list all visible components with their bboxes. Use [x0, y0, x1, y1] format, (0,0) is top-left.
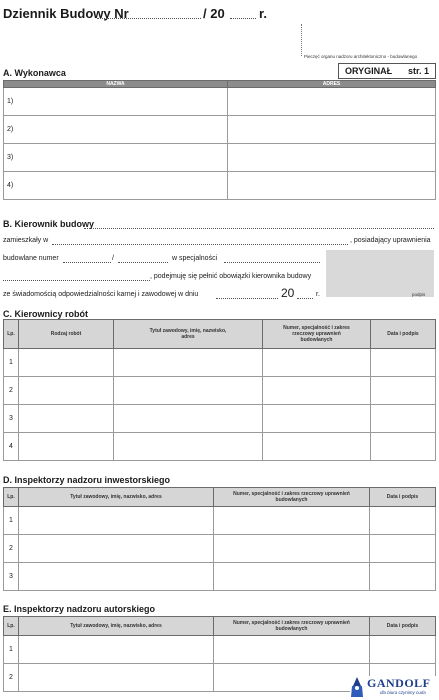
license-number-field[interactable] [63, 254, 111, 263]
address-cell[interactable] [228, 116, 436, 144]
residence-field[interactable] [52, 236, 348, 245]
table-row[interactable]: 1) [4, 88, 228, 116]
name-cell[interactable] [19, 507, 214, 535]
section-e-title: E. Inspektorzy nadzoru autorskiego [3, 604, 156, 614]
name-cell[interactable] [19, 636, 214, 664]
license-cell[interactable] [214, 507, 370, 535]
column-header: Numer, specjalność i zakres rzeczowy uprawnień budowlanych [263, 320, 371, 349]
column-header: Lp. [4, 320, 19, 349]
date-signature-cell[interactable] [370, 563, 436, 591]
date-signature-cell[interactable] [371, 377, 436, 405]
license-cell[interactable] [263, 349, 371, 377]
logo-brand: GANDOLF [367, 676, 431, 690]
table-row: 2 [4, 664, 19, 692]
investor-inspectors-table [3, 487, 436, 591]
specialty-field-cont[interactable] [3, 272, 150, 281]
page-label: str. 1 [407, 66, 429, 76]
year-prefix: 20 [281, 286, 295, 300]
specialty-field[interactable] [224, 254, 320, 263]
column-header: Numer, specjalność i zakres rzeczowy uprawnień budowlanych [214, 488, 370, 507]
column-header: Rodzaj robót [19, 320, 114, 349]
signature-caption: podpis [412, 292, 426, 297]
works-type-cell[interactable] [19, 405, 114, 433]
residence-label: zamieszkały w [3, 237, 49, 244]
date-signature-cell[interactable] [370, 636, 436, 664]
license-year-field[interactable] [118, 254, 168, 263]
date-signature-cell[interactable] [371, 433, 436, 461]
name-cell[interactable] [114, 405, 263, 433]
works-type-cell[interactable] [19, 433, 114, 461]
license-cell[interactable] [263, 405, 371, 433]
column-header: ADRES [228, 81, 436, 88]
undertake-label: , podejmuję się pełnić obowiązki kierownika budowy [150, 273, 312, 280]
stamp-caption: Pieczęć organu nadzoru architektoniczno - budowlanego [304, 54, 418, 59]
license-slash: / [112, 255, 114, 262]
license-cell[interactable] [263, 433, 371, 461]
original-badge [338, 63, 436, 79]
date-signature-cell[interactable] [371, 349, 436, 377]
column-header: Lp. [4, 488, 19, 507]
gandolf-logo [350, 676, 436, 698]
column-header: NAZWA [4, 81, 228, 88]
journal-number-field[interactable] [97, 8, 201, 19]
column-header: Data i podpis [370, 488, 436, 507]
table-row[interactable]: 3) [4, 144, 228, 172]
logo-tagline: dla biura czynimy cuda [380, 690, 426, 695]
date-signature-cell[interactable] [370, 507, 436, 535]
name-cell[interactable] [114, 377, 263, 405]
holding-label: , posiadający uprawnienia [350, 237, 431, 244]
specialty-label: w specjalności [172, 255, 218, 262]
table-row: 2 [4, 535, 19, 563]
table-row: 1 [4, 507, 19, 535]
license-cell[interactable] [214, 563, 370, 591]
works-type-cell[interactable] [19, 377, 114, 405]
column-header: Tytuł zawodowy, imię, nazwisko, adres [114, 320, 263, 349]
license-cell[interactable] [214, 636, 370, 664]
license-cell[interactable] [214, 664, 370, 692]
year-field[interactable] [230, 8, 256, 19]
address-cell[interactable] [228, 144, 436, 172]
table-row[interactable]: 4) [4, 172, 228, 200]
license-cell[interactable] [263, 377, 371, 405]
column-header: Data i podpis [371, 320, 436, 349]
table-row: 3 [4, 405, 19, 433]
table-row: 1 [4, 349, 19, 377]
year-suffix-b: r. [316, 291, 320, 298]
table-row: 1 [4, 636, 19, 664]
stamp-area [300, 24, 302, 56]
date-field[interactable] [216, 290, 278, 299]
name-cell[interactable] [19, 563, 214, 591]
year-slash: / 20 [203, 6, 225, 21]
column-header: Lp. [4, 617, 19, 636]
table-row: 3 [4, 563, 19, 591]
column-header: Numer, specjalność i zakres rzeczowy uprawnień budowlanych [214, 617, 370, 636]
section-d-title: D. Inspektorzy nadzoru inwestorskiego [3, 475, 171, 485]
table-row[interactable]: 2) [4, 116, 228, 144]
column-header: Tytuł zawodowy, imię, nazwisko, adres [19, 488, 214, 507]
license-cell[interactable] [214, 535, 370, 563]
address-cell[interactable] [228, 88, 436, 116]
wizard-icon [350, 677, 364, 697]
section-c-title: C. Kierownicy robót [3, 309, 89, 319]
name-cell[interactable] [114, 433, 263, 461]
works-managers-table [3, 319, 436, 461]
column-header: Data i podpis [370, 617, 436, 636]
signature-box[interactable] [326, 250, 434, 297]
table-row: 2 [4, 377, 19, 405]
section-b-title: B. Kierownik budowy [3, 219, 95, 229]
table-row: 4 [4, 433, 19, 461]
original-label: ORYGINAŁ [345, 66, 393, 76]
license-label: budowlane numer [3, 255, 59, 262]
section-a-title: A. Wykonawca [3, 68, 66, 78]
date-signature-cell[interactable] [370, 535, 436, 563]
manager-name-field[interactable] [84, 219, 434, 229]
column-header: Tytuł zawodowy, imię, nazwisko, adres [19, 617, 214, 636]
year-field-b[interactable] [297, 290, 313, 299]
name-cell[interactable] [19, 664, 214, 692]
works-type-cell[interactable] [19, 349, 114, 377]
name-cell[interactable] [114, 349, 263, 377]
date-signature-cell[interactable] [371, 405, 436, 433]
year-suffix: r. [259, 6, 267, 21]
name-cell[interactable] [19, 535, 214, 563]
contractor-table [3, 80, 436, 200]
address-cell[interactable] [228, 172, 436, 200]
document-title: Dziennik Budowy Nr [3, 6, 129, 21]
awareness-label: ze świadomością odpowiedzialności karnej i zawodowej w dniu [3, 291, 199, 298]
